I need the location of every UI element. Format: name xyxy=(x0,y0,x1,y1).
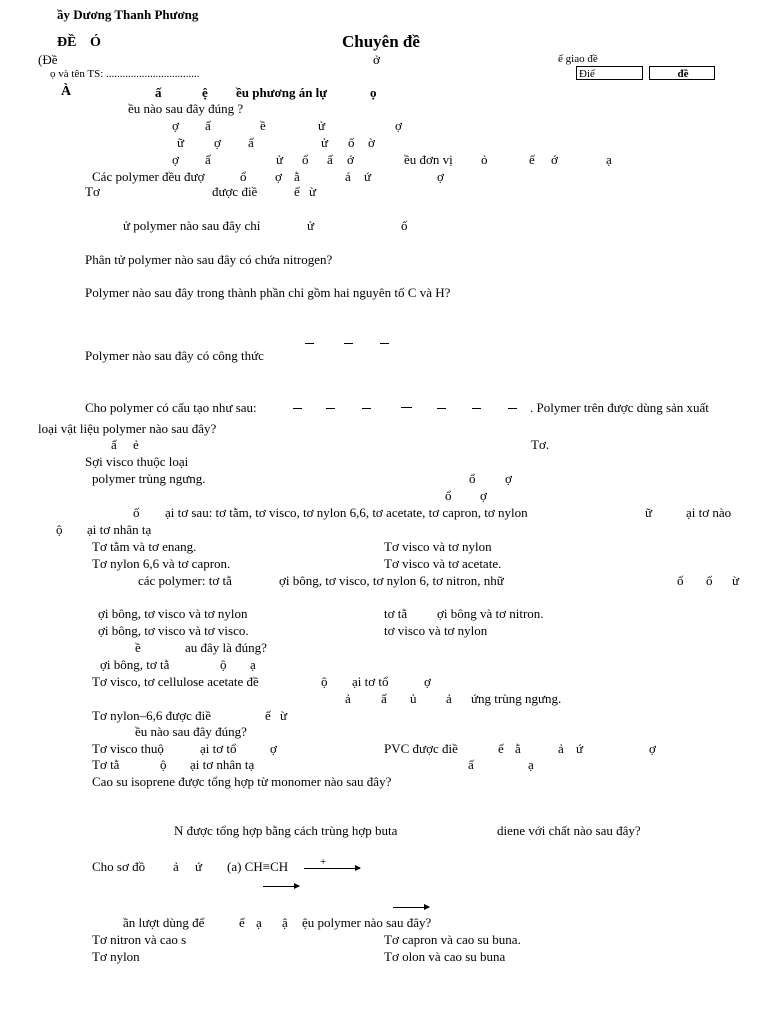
frag: ấ xyxy=(205,118,211,133)
frag: được điề xyxy=(212,184,258,199)
student-name-field: ọ và tên TS: .................................. xyxy=(50,68,200,80)
question-line: Cao su isoprene được tổng hợp từ monomer nào sau đây? xyxy=(92,774,392,789)
section-a-title: ều phương án lự xyxy=(236,85,328,100)
question-line: diene với chất nào sau đây? xyxy=(497,823,641,838)
frag: ử xyxy=(276,152,284,167)
frag: ợ xyxy=(172,152,179,167)
option-c: Tơ tằ xyxy=(92,757,120,772)
reaction-arrow-icon xyxy=(304,868,360,869)
question-line: ợi bông, tơ visco, tơ nylon 6, tơ nitron, nhữ xyxy=(279,573,504,588)
frag: ợ xyxy=(480,488,487,503)
frag: ả xyxy=(345,691,351,706)
formula-dash xyxy=(401,407,412,408)
section-a-frag: ệ xyxy=(202,85,208,100)
frag: ợ xyxy=(395,118,402,133)
frag: ứng trùng ngưng. xyxy=(471,691,562,706)
page-title: Chuyên đề xyxy=(342,32,420,51)
frag: ấ xyxy=(111,437,117,452)
frag: ờ xyxy=(368,135,375,150)
question-line: ử polymer nào sau đây chỉ xyxy=(123,218,261,233)
question-line: Phân tử polymer nào sau đây có chứa nitrogen? xyxy=(85,252,333,267)
formula-dash xyxy=(305,343,314,344)
frag: ế xyxy=(265,708,271,723)
teacher-name: ầy Dương Thanh Phương xyxy=(57,7,199,22)
option-d: Tơ nylon–6,6 được điề xyxy=(92,708,211,723)
option-b: Tơ visco và tơ nylon xyxy=(384,539,492,554)
formula-dash xyxy=(293,408,302,409)
question-line: Cho polymer có cấu tạo như sau: xyxy=(85,400,257,415)
frag: ớ xyxy=(347,152,354,167)
frag: ấ xyxy=(468,757,474,772)
frag: ớ xyxy=(551,152,558,167)
formula-dash xyxy=(437,408,446,409)
question-line: ần lượt dùng để xyxy=(123,915,205,930)
frag: ợ xyxy=(437,169,444,184)
frag: ố xyxy=(348,135,355,150)
question-line: Polymer nào sau đây có công thức xyxy=(85,348,264,363)
frag: ổ xyxy=(469,471,476,486)
question-line: au đây là đúng? xyxy=(185,640,267,655)
option-a: ợi bông, tơ visco và tơ nylon xyxy=(98,606,248,621)
frag: ử xyxy=(321,135,329,150)
option-b: tơ tằ xyxy=(384,606,408,621)
frag: ấ xyxy=(205,152,211,167)
question-line: Tơ xyxy=(85,184,100,199)
question-line: polymer trùng ngưng. xyxy=(92,471,206,486)
frag: ấ xyxy=(248,135,254,150)
frag: ủ xyxy=(410,691,417,706)
scheme-plus: + xyxy=(320,856,327,868)
frag: ứ xyxy=(195,859,203,874)
option-d: Tơ olon và cao su buna xyxy=(384,949,506,964)
frag: ạ xyxy=(528,757,534,772)
frag: ạ xyxy=(606,152,612,167)
frag: ẻ xyxy=(133,437,139,452)
option-d: tơ visco và tơ nylon xyxy=(384,623,488,638)
question-line: . Polymer trên được dùng sản xuất xyxy=(530,400,709,415)
formula-dash xyxy=(380,343,389,344)
option-c: Tơ nylon xyxy=(92,949,140,964)
frag: ạ xyxy=(250,657,256,672)
section-a-frag: ọ xyxy=(370,85,377,100)
formula-dash xyxy=(472,408,481,409)
exam-label-char: Ó xyxy=(90,35,101,50)
frag: ứ xyxy=(576,741,584,756)
question-line: Polymer nào sau đây trong thành phần chỉ gồm hai nguyên tố C và H? xyxy=(85,285,451,300)
frag: ế xyxy=(498,741,504,756)
option-d: Tơ visco và tơ acetate. xyxy=(384,556,502,571)
formula-dash xyxy=(362,408,371,409)
frag: ộ xyxy=(220,657,227,672)
frag: ữ xyxy=(177,135,185,150)
frag: ả xyxy=(558,741,564,756)
frag: ố xyxy=(706,573,713,588)
frag: ều đơn vị xyxy=(404,152,453,167)
frag: ế xyxy=(529,152,535,167)
question-line: loại vật liệu polymer nào sau đây? xyxy=(38,421,217,436)
o-mark: ở xyxy=(373,52,380,67)
frag: ứ xyxy=(364,169,372,184)
option-b-cont: ợi bông và tơ nitron. xyxy=(437,606,544,621)
frag: ại tơ tổ xyxy=(352,674,389,689)
scheme-reactant: (a) CH≡CH xyxy=(227,859,289,874)
frag: ại tơ tổ xyxy=(200,741,237,756)
frag: ợ xyxy=(275,169,282,184)
frag: ộ xyxy=(56,522,63,537)
frag: ữ xyxy=(645,505,653,520)
frag: ế xyxy=(239,915,245,930)
frag: ấ xyxy=(327,152,333,167)
frag: ợ xyxy=(214,135,221,150)
frag: ề xyxy=(135,640,141,655)
frag: ợ xyxy=(424,674,431,689)
frag: ả xyxy=(446,691,452,706)
question-line: ại tơ nhân tạ xyxy=(87,522,152,537)
score-box: Điể xyxy=(576,66,643,80)
exam-label: ĐỀ xyxy=(57,35,77,50)
giao-de-label: ể giao đề xyxy=(558,53,598,65)
frag: ố xyxy=(401,218,408,233)
exam-code-box: đề xyxy=(649,66,715,80)
frag: ử xyxy=(307,218,315,233)
frag: ợ xyxy=(172,118,179,133)
frag: á xyxy=(345,169,351,184)
formula-dash xyxy=(326,408,335,409)
option-c: Tơ nylon 6,6 và tơ capron. xyxy=(92,556,231,571)
frag: ừ xyxy=(280,708,288,723)
frag: Tơ. xyxy=(531,437,550,452)
option-a: Tơ visco thuộ xyxy=(92,741,164,756)
frag: ậ xyxy=(282,915,288,930)
question-line: ều nào sau đây đúng ? xyxy=(128,101,244,116)
option-a: ợi bông, tơ tằ xyxy=(100,657,170,672)
question-line: Các polymer đều đượ xyxy=(92,169,205,184)
frag: ằ xyxy=(294,169,300,184)
frag: ại tơ nào xyxy=(686,505,732,520)
option-a: Tơ nitron và cao s xyxy=(92,932,187,947)
paren-label: (Đề xyxy=(38,52,58,67)
frag: ộ xyxy=(321,674,328,689)
frag: ế xyxy=(294,184,300,199)
frag: ố xyxy=(302,152,309,167)
frag: ừ xyxy=(732,573,740,588)
question-line: các polymer: tơ tằ xyxy=(138,573,232,588)
question-line: Cho sơ đồ xyxy=(92,859,146,874)
frag: ả xyxy=(173,859,179,874)
reaction-arrow-icon xyxy=(393,907,429,908)
option-a: Tơ tằm và tơ enang. xyxy=(92,539,197,554)
frag: ổ xyxy=(445,488,452,503)
option-b: Tơ capron và cao su buna. xyxy=(384,932,521,947)
option-c: ợi bông, tơ visco và tơ visco. xyxy=(98,623,249,638)
formula-dash xyxy=(508,408,517,409)
frag: ằ xyxy=(515,741,521,756)
frag: ộ xyxy=(160,757,167,772)
frag: ổ xyxy=(240,169,247,184)
question-line: N được tổng hợp bằng cách trùng hợp buta xyxy=(174,823,398,838)
frag: ỏ xyxy=(481,152,488,167)
formula-dash xyxy=(344,343,353,344)
frag: ố xyxy=(677,573,684,588)
frag: ợ xyxy=(270,741,277,756)
reaction-arrow-icon xyxy=(263,886,299,887)
question-line: Sợi visco thuộc loại xyxy=(85,454,189,469)
section-a-frag: ấ xyxy=(155,85,162,100)
frag: ại tơ nhân tạ xyxy=(190,757,255,772)
question-line: ệu polymer nào sau đây? xyxy=(302,915,432,930)
frag: ử xyxy=(318,118,326,133)
frag: ợ xyxy=(649,741,656,756)
frag: ố xyxy=(133,505,140,520)
frag: ừ xyxy=(309,184,317,199)
frag: ợ xyxy=(505,471,512,486)
frag: ẩ xyxy=(381,691,387,706)
option-b: Tơ visco, tơ cellulose acetate đề xyxy=(92,674,259,689)
section-a-label: À xyxy=(61,84,72,99)
question-line: ại tơ sau: tơ tằm, tơ visco, tơ nylon 6,6, tơ acetate, tơ capron, tơ nylon xyxy=(165,505,528,520)
frag: ạ xyxy=(256,915,262,930)
option-b: PVC được điề xyxy=(384,741,458,756)
question-line: ều nào sau đây đúng? xyxy=(135,724,247,739)
frag: ề xyxy=(260,118,266,133)
